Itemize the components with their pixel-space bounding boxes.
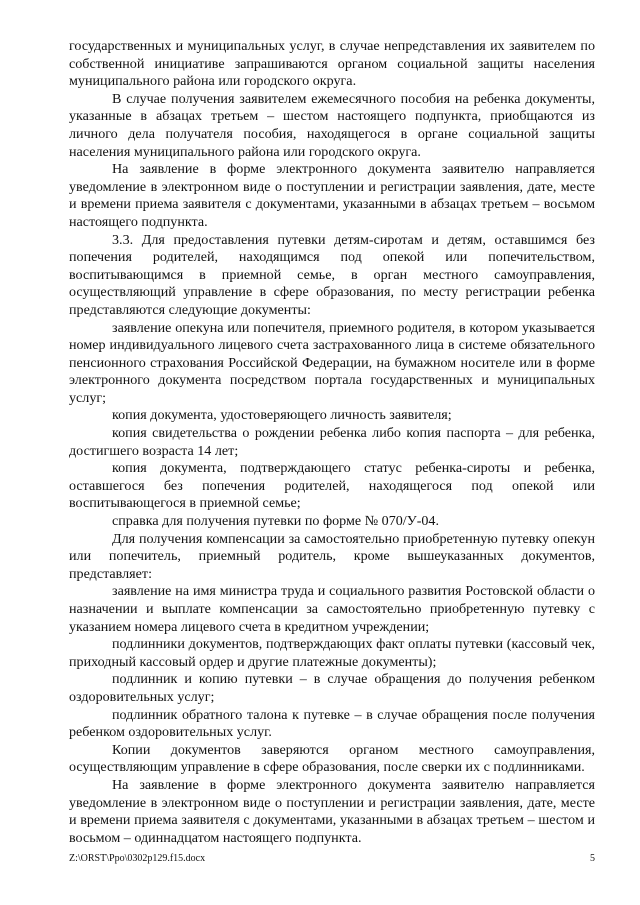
paragraph: заявление опекуна или попечителя, приемного родителя, в котором указывается номер индивидуального лицевого счета застрахованного лица в системе обязательного пенсионного страхования Российской Федерации, на бумажном носителе или в форме электронного документа посредством портала государственных и муниципальных услуг; — [69, 319, 595, 406]
paragraph: копия документа, подтверждающего статус ребенка-сироты и ребенка, оставшегося без попечения родителей, находящегося под опекой или воспитывающегося в приемной семье; — [69, 460, 595, 512]
paragraph: копия документа, удостоверяющего личность заявителя; — [112, 407, 452, 424]
paragraph-continuation: государственных и муниципальных услуг, в случае непредставления их заявителем по собственной инициативе запрашиваются органом социальной защиты населения муниципального района или городского округа. — [69, 38, 595, 90]
paragraph: справка для получения путевки по форме № 070/У-04. — [112, 513, 440, 530]
footer-file-path: Z:\ORST\Ppo\0302p129.f15.docx — [69, 853, 206, 864]
document-body — [69, 38, 595, 847]
paragraph: Копии документов заверяются органом местного самоуправления, осуществляющим управление в сфере образования, после сверки их с подлинниками. — [69, 741, 595, 776]
paragraph: На заявление в форме электронного документа заявителю направляется уведомление в электронном виде о поступлении и регистрации заявления, дате, месте и времени приема заявителя с документами, указанными в абзацах третьем – восьмом настоящего подпункта. — [69, 161, 595, 230]
paragraph: копия свидетельства о рождении ребенка либо копия паспорта – для ребенка, достигшего возраста 14 лет; — [69, 425, 595, 459]
paragraph: Для получения компенсации за самостоятельно приобретенную путевку опекун или попечитель, приемный родитель, кроме вышеуказанных документов, представляет: — [69, 530, 595, 582]
paragraph: подлинник и копию путевки – в случае обращения до получения ребенком оздоровительных услуг; — [69, 671, 595, 705]
paragraph: В случае получения заявителем ежемесячного пособия на ребенка документы, указанные в абзацах третьем – шестом настоящего подпункта, приобщаются из личного дела получателя пособия, находящегося в органе социальной защиты населения муниципального района или городского округа. — [69, 90, 595, 160]
paragraph: На заявление в форме электронного документа заявителю направляется уведомление в электронном виде о поступлении и регистрации заявления, дате, месте и времени приема заявителя с документами, указанными в абзацах третьем – шестом и восьмом – одиннадцатом настоящего подпункта. — [69, 776, 595, 846]
paragraph: подлинник обратного талона к путевке – в случае обращения после получения ребенком оздоровительных услуг. — [69, 706, 595, 741]
paragraph: подлинники документов, подтверждающих факт оплаты путевки (кассовый чек, приходный кассовый ордер и другие платежные документы); — [69, 636, 595, 670]
page-number: 5 — [590, 853, 595, 864]
paragraph: заявление на имя министра труда и социального развития Ростовской области о назначении и выплате компенсации за самостоятельно приобретенную путевку с указанием номера лицевого счета в кредитном учреждении; — [69, 583, 595, 635]
paragraph: 3.3. Для предоставления путевки детям-сиротам и детям, оставшимся без попечения родителей, находящимся под опекой или попечительством, воспитывающимся в приемной семье, в орган местного самоуправления, осуществляющий управление в сфере образования, по месту регистрации ребенка представляются следующие документы: — [69, 231, 595, 318]
